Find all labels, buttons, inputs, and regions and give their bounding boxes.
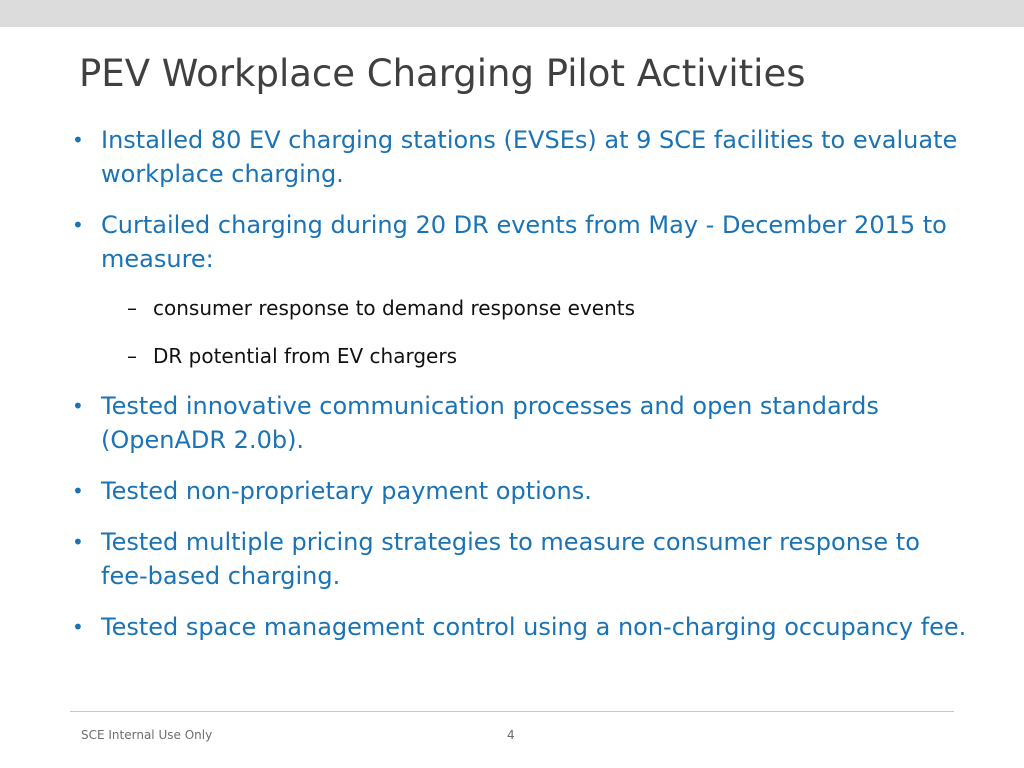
sub-bullet-text: DR potential from EV chargers [153, 344, 457, 368]
bullet-item [72, 610, 971, 644]
sub-bullet-marker: – [127, 344, 137, 368]
top-band [0, 0, 1024, 27]
bullet-marker: • [72, 213, 84, 237]
sub-bullet-item [127, 293, 953, 323]
bullet-text: Tested non-proprietary payment options. [101, 477, 592, 505]
sub-bullet-text: consumer response to demand response events [153, 296, 636, 320]
bullet-item [72, 389, 971, 457]
bullet-text: Installed 80 EV charging stations (EVSEs) at 9 SCE facilities to evaluate workplace charging. [101, 126, 958, 188]
bullet-item [72, 525, 971, 593]
footer-classification: SCE Internal Use Only [81, 728, 213, 742]
bullet-marker: • [72, 394, 84, 418]
bullet-marker: • [72, 615, 84, 639]
bullet-item [72, 208, 971, 276]
bullet-item [72, 123, 971, 191]
sub-bullet-marker: – [127, 296, 137, 320]
page-number: 4 [507, 728, 515, 742]
bullet-marker: • [72, 128, 84, 152]
bullet-text: Curtailed charging during 20 DR events from May - December 2015 to measure: [101, 211, 947, 273]
bullet-text: Tested space management control using a non-charging occupancy fee. [101, 613, 967, 641]
bullet-marker: • [72, 530, 84, 554]
bullet-text: Tested innovative communication processes and open standards (OpenADR 2.0b). [101, 392, 879, 454]
footer-divider [70, 711, 954, 712]
slide-title: PEV Workplace Charging Pilot Activities [79, 52, 806, 95]
sub-bullet-item [127, 341, 953, 371]
bullet-text: Tested multiple pricing strategies to measure consumer response to fee-based charging. [101, 528, 920, 590]
bullet-item [72, 474, 971, 508]
bullet-marker: • [72, 479, 84, 503]
